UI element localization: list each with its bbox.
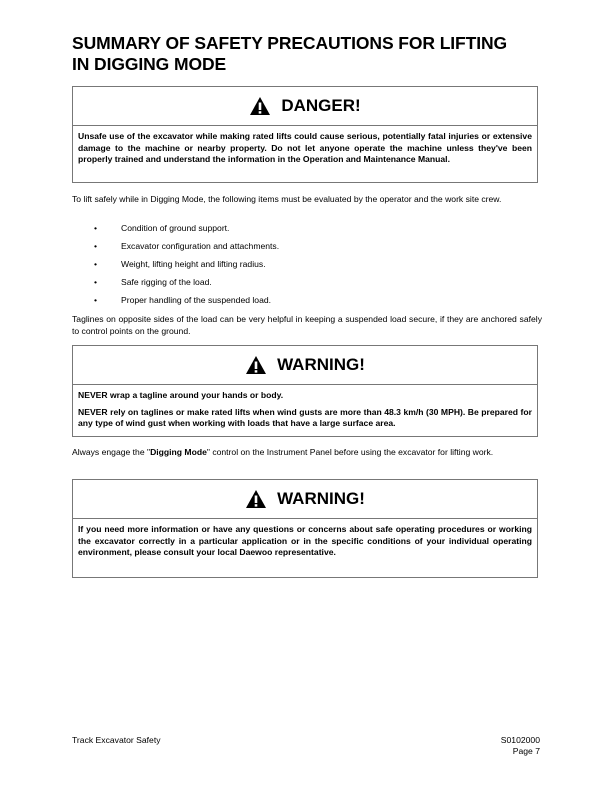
- warning-box-taglines: [72, 345, 538, 437]
- warning-box-contact: [72, 479, 538, 578]
- list-item: • Weight, lifting height and lifting radius.: [94, 259, 266, 269]
- warning-box-body: [73, 385, 537, 438]
- page-title-line-2: IN DIGGING MODE: [72, 54, 227, 74]
- list-item: • Safe rigging of the load.: [94, 277, 212, 287]
- list-item: • Excavator configuration and attachments.: [94, 241, 280, 251]
- page-title: [72, 33, 552, 75]
- danger-heading: DANGER!: [281, 96, 361, 115]
- bullet-glyph: •: [94, 277, 98, 287]
- footer-left: Track Excavator Safety: [72, 735, 161, 745]
- taglines-paragraph: Taglines on opposite sides of the load can be very helpful in keeping a suspended load secure, if they are anchored safely to control points on the ground.: [72, 314, 542, 336]
- document-code: S0102000: [500, 735, 540, 745]
- footer-right: [501, 735, 540, 757]
- warning-heading: WARNING!: [277, 489, 365, 508]
- warning-heading: WARNING!: [277, 355, 365, 374]
- warning-box-body: [73, 519, 537, 567]
- danger-box-header: [73, 87, 537, 126]
- warning-line-1: NEVER wrap a tagline around your hands or body.: [78, 390, 284, 400]
- warning-triangle-icon: [245, 489, 267, 509]
- list-item: • Proper handling of the suspended load.: [94, 295, 272, 305]
- bullet-glyph: •: [94, 223, 98, 233]
- engage-paragraph: Always engage the "Digging Mode" control on the Instrument Panel before using the excavator for lifting work.: [72, 447, 494, 457]
- intro-paragraph: To lift safely while in Digging Mode, the following items must be evaluated by the operator and the work site crew.: [72, 194, 502, 204]
- page-title-line-1: SUMMARY OF SAFETY PRECAUTIONS FOR LIFTING: [72, 33, 508, 53]
- danger-text: Unsafe use of the excavator while making rated lifts could cause serious, potentially fatal injuries or extensive damage to the machine or nearby property. Do not let anyone operate the machine unless they've been properly trained and understand the information in the Operation and Maintenance Manual.: [78, 131, 532, 164]
- danger-box-body: [73, 126, 537, 174]
- warning-triangle-icon: [245, 355, 267, 375]
- digging-mode-emphasis: Digging Mode: [150, 447, 207, 457]
- evaluation-list: [94, 222, 279, 312]
- list-item: • Condition of ground support.: [94, 223, 230, 233]
- warning-box-header: [73, 480, 537, 519]
- bullet-glyph: •: [94, 241, 98, 251]
- bullet-glyph: •: [94, 259, 98, 269]
- warning-line-2: NEVER rely on taglines or make rated lifts when wind gusts are more than 48.3 km/h (30 MPH). Be prepared for any type of wind gust when working with loads that have a large surface area.: [78, 406, 532, 428]
- bullet-glyph: •: [94, 295, 98, 305]
- warning-contact-text: If you need more information or have any questions or concerns about safe operating procedures or working the excavator correctly in a particular application or in the specific conditions of your individual operating environment, please consult your local Daewoo representative.: [78, 524, 532, 557]
- danger-box: [72, 86, 538, 183]
- page-number: Page 7: [512, 746, 540, 756]
- warning-box-header: [73, 346, 537, 385]
- warning-triangle-icon: [249, 96, 271, 116]
